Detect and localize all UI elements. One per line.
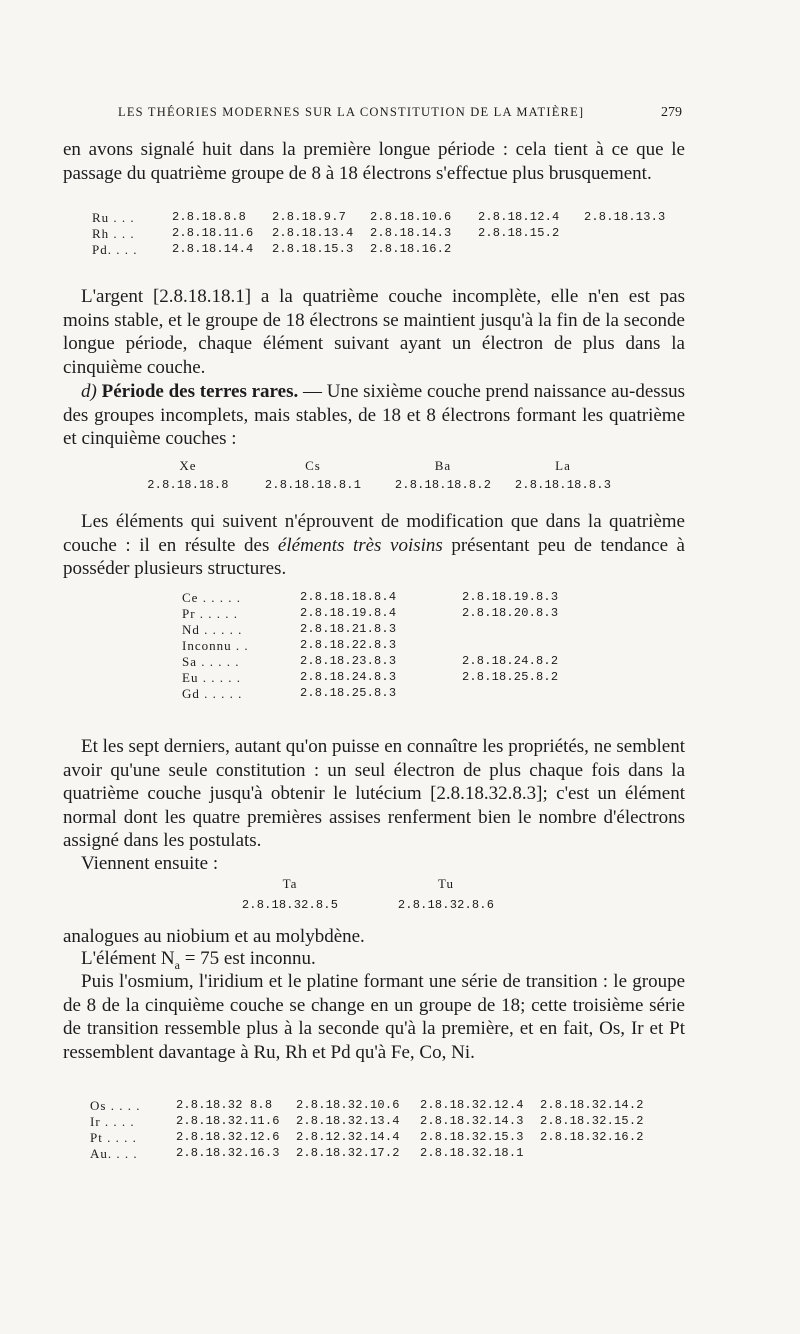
element-label: Os . . . . bbox=[90, 1098, 141, 1113]
config-value bbox=[462, 638, 558, 654]
text-run: Les éléments qui suivent n'éprouvent de modification que dans la quatrième couche : il en résulte des bbox=[63, 511, 685, 556]
config-value: 2.8.18.10.6 bbox=[370, 210, 452, 224]
element-label: Ce . . . . . bbox=[182, 590, 241, 605]
config-value: 2.8.18.32.14.2 bbox=[540, 1098, 644, 1112]
element-symbol: Ba bbox=[434, 458, 452, 473]
text-run: L'élément N bbox=[81, 948, 175, 969]
paragraph-text: Viennent ensuite : bbox=[81, 853, 219, 874]
config-value: 2.8.18.18.8.2 bbox=[394, 478, 492, 492]
config-value: 2.8.18.9.7 bbox=[272, 210, 347, 224]
config-value: 2.8.18.24.8.2 bbox=[462, 654, 559, 668]
config-value: 2.8.18.32.8.5 bbox=[241, 898, 339, 912]
element-symbol: Xe bbox=[179, 458, 197, 473]
config-value: 2.8.18.18.8.4 bbox=[300, 590, 397, 604]
section-letter: d) bbox=[81, 381, 97, 402]
table-lanthanides bbox=[182, 590, 558, 702]
element-label: Rh . . . bbox=[92, 226, 135, 241]
config-value: 2.8.18.18.8 bbox=[147, 478, 229, 492]
table-row bbox=[92, 242, 665, 258]
table-row bbox=[182, 638, 558, 654]
paragraph-intro bbox=[63, 138, 685, 185]
table-row bbox=[90, 1146, 644, 1162]
config-value: 2.8.18.13.3 bbox=[584, 210, 666, 224]
running-header bbox=[118, 105, 682, 120]
config-value bbox=[462, 686, 558, 702]
section-heading: Période des terres rares. bbox=[101, 381, 299, 402]
page-number: 279 bbox=[661, 105, 682, 120]
table-row bbox=[182, 622, 558, 638]
config-value: 2.8.18.32.16.3 bbox=[176, 1146, 280, 1160]
paragraph-viennent bbox=[63, 852, 685, 876]
config-value: 2.8.18.32.13.4 bbox=[296, 1114, 400, 1128]
table-row bbox=[92, 210, 665, 226]
paragraph-text: en avons signalé huit dans la première longue période : cela tient à ce que le passage du quatrième groupe de 8 à 18 électrons s'effectue plus brusquement. bbox=[63, 139, 685, 184]
config-value: 2.8.18.15.3 bbox=[272, 242, 354, 256]
config-value: 2.8.18.19.8.4 bbox=[300, 606, 397, 620]
text-run: = 75 est inconnu. bbox=[179, 948, 316, 969]
config-value: 2.8.18.32.18.1 bbox=[420, 1146, 524, 1160]
italic-text: éléments très voisins bbox=[277, 534, 443, 556]
config-value: 2.8.18.23.8.3 bbox=[300, 654, 397, 668]
element-label: Au. . . . bbox=[90, 1146, 138, 1161]
table-os-ir-pt-au bbox=[90, 1098, 644, 1162]
table-row bbox=[92, 226, 665, 242]
paragraph-text bbox=[63, 510, 685, 581]
table-ru-rh-pd bbox=[92, 210, 665, 258]
config-value: 2.8.18.20.8.3 bbox=[462, 606, 559, 620]
config-value: 2.8.18.25.8.2 bbox=[462, 670, 559, 684]
config-value: 2.8.18.25.8.3 bbox=[300, 686, 397, 700]
element-label: Sa . . . . . bbox=[182, 654, 240, 669]
config-value: 2.8.18.11.6 bbox=[172, 226, 254, 240]
table-row bbox=[90, 1114, 644, 1130]
element-symbol: La bbox=[555, 458, 571, 473]
paragraph-text: analogues au niobium et au molybdène. bbox=[63, 926, 365, 947]
config-value: 2.8.18.32.15.3 bbox=[420, 1130, 524, 1144]
element-symbol: Tu bbox=[438, 876, 454, 891]
paragraph-argent bbox=[63, 285, 685, 379]
config-value: 2.8.18.32.8.6 bbox=[397, 898, 495, 912]
config-value: 2.8.18.13.4 bbox=[272, 226, 354, 240]
table-row bbox=[182, 686, 558, 702]
table-row bbox=[128, 458, 618, 474]
config-value: 2.8.18.32 8.8 bbox=[176, 1098, 273, 1112]
element-label: Inconnu . . bbox=[182, 638, 249, 653]
element-label: Nd . . . . . bbox=[182, 622, 243, 637]
element-label: Pt . . . . bbox=[90, 1130, 137, 1145]
config-value: 2.8.18.32.15.2 bbox=[540, 1114, 644, 1128]
table-row bbox=[182, 590, 558, 606]
config-value: 2.8.18.18.8.3 bbox=[514, 478, 612, 492]
element-symbol: Ta bbox=[282, 876, 298, 891]
config-value: 2.8.18.14.4 bbox=[172, 242, 254, 256]
paragraph-text: Et les sept derniers, autant qu'on puisse en connaître les propriétés, ne semblent avoir qu'une seule constitution : un seul électron de plus chaque fois dans la quatrième couche jusqu'à obtenir le lutécium [2.8.18.32.8.3]; c'est un élément normal dont les quatre premières assises renferment bien le nombre d'électrons assigné dans les postulats. bbox=[63, 736, 685, 851]
element-symbol: Cs bbox=[305, 458, 321, 473]
table-row bbox=[90, 1130, 644, 1146]
running-title: LES THÉORIES MODERNES SUR LA CONSTITUTION DE LA MATIÈRE] bbox=[118, 105, 585, 119]
paragraph-terres-rares bbox=[63, 380, 685, 451]
element-label: Pr . . . . . bbox=[182, 606, 239, 621]
table-row bbox=[90, 1098, 644, 1114]
table-ta-tu bbox=[220, 876, 516, 912]
element-label: Ir . . . . bbox=[90, 1114, 135, 1129]
config-value bbox=[462, 622, 558, 638]
element-label: Ru . . . bbox=[92, 210, 135, 225]
table-xe-cs-ba-la bbox=[128, 458, 618, 492]
paragraph-sept-derniers bbox=[63, 735, 685, 853]
paragraph-text bbox=[63, 380, 685, 451]
subscript: a bbox=[174, 957, 180, 972]
config-value: 2.8.18.14.3 bbox=[370, 226, 452, 240]
config-value: 2.8.18.21.8.3 bbox=[300, 622, 397, 636]
config-value: 2.8.18.32.11.6 bbox=[176, 1114, 280, 1128]
config-value: 2.8.18.32.17.2 bbox=[296, 1146, 400, 1160]
table-row bbox=[182, 670, 558, 686]
config-value: 2.8.18.22.8.3 bbox=[300, 638, 397, 652]
config-value: 2.8.18.32.16.2 bbox=[540, 1130, 644, 1144]
config-value: 2.8.18.24.8.3 bbox=[300, 670, 397, 684]
config-value: 2.8.12.32.14.4 bbox=[296, 1130, 400, 1144]
element-label: Pd. . . . bbox=[92, 242, 138, 257]
table-row bbox=[128, 474, 618, 492]
paragraph-analogues bbox=[63, 925, 685, 949]
config-value bbox=[540, 1146, 644, 1162]
config-value: 2.8.18.32.10.6 bbox=[296, 1098, 400, 1112]
config-value: 2.8.18.32.12.6 bbox=[176, 1130, 280, 1144]
paragraph-text: L'argent [2.8.18.18.1] a la quatrième couche incomplète, elle n'en est pas moins stable, et le groupe de 18 électrons se maintient jusqu'à la fin de la seconde longue période, chaque élément suivant ayant un électron de plus dans la cinquième couche. bbox=[63, 286, 685, 378]
config-value: 2.8.18.15.2 bbox=[478, 226, 560, 240]
config-value: 2.8.18.8.8 bbox=[172, 210, 247, 224]
config-value: 2.8.18.18.8.1 bbox=[264, 478, 362, 492]
table-row bbox=[220, 892, 516, 912]
config-value bbox=[478, 242, 584, 258]
element-label: Eu . . . . . bbox=[182, 670, 241, 685]
table-row bbox=[182, 654, 558, 670]
config-value: 2.8.18.19.8.3 bbox=[462, 590, 559, 604]
text-run: présentant peu de tendance à posséder plusieurs structures. bbox=[63, 534, 685, 579]
table-row bbox=[220, 876, 516, 892]
element-label: Gd . . . . . bbox=[182, 686, 243, 701]
config-value: 2.8.18.12.4 bbox=[478, 210, 560, 224]
section-text: — Une sixième couche prend naissance au-dessus des groupes incomplets, mais stables, de 18 et 8 électrons formant les quatrième et cinquième couches : bbox=[63, 381, 685, 449]
config-value bbox=[584, 226, 665, 242]
paragraph-elements-voisins bbox=[63, 510, 685, 581]
paragraph-text: Puis l'osmium, l'iridium et le platine formant une série de transition : le groupe de 8 de la cinquième couche se change en un groupe de 18; cette troisième série de transition ressemble plus à la seconde qu'à la première, et en fait, Os, Ir et Pt ressemblent davantage à Ru, Rh et Pd qu'à Fe, Co, Ni. bbox=[63, 971, 685, 1063]
table-row bbox=[182, 606, 558, 622]
config-value: 2.8.18.32.14.3 bbox=[420, 1114, 524, 1128]
config-value bbox=[584, 242, 665, 258]
config-value: 2.8.18.32.12.4 bbox=[420, 1098, 524, 1112]
config-value: 2.8.18.16.2 bbox=[370, 242, 452, 256]
paragraph-osmium bbox=[63, 970, 685, 1064]
